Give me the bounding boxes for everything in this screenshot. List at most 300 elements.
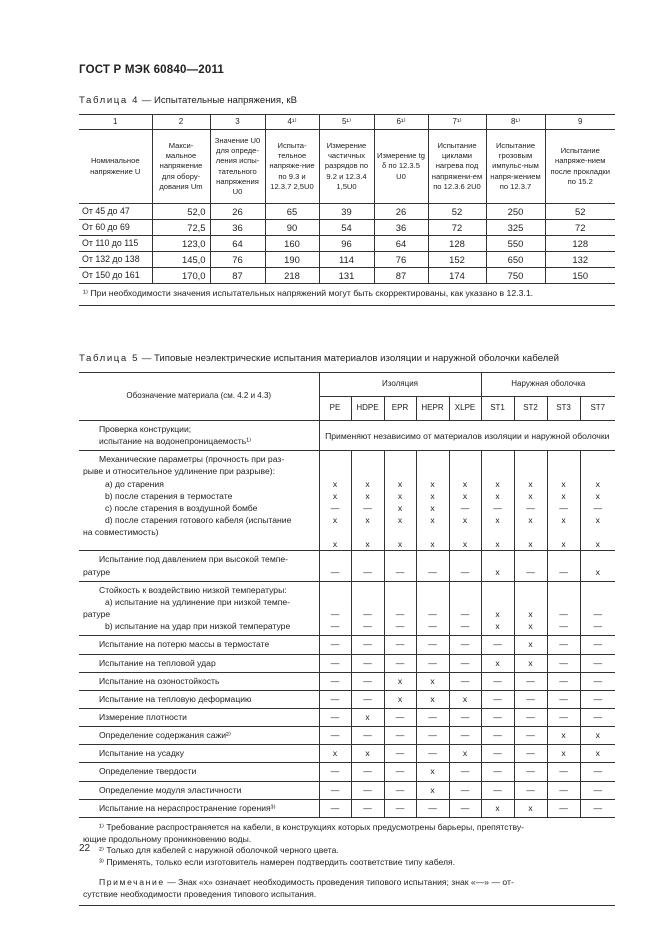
test-mark: — [460, 712, 470, 722]
test-mark-cell [416, 709, 449, 727]
test-mark: x [595, 748, 600, 759]
table5-caption [79, 353, 559, 364]
test-name [79, 451, 319, 551]
test-mark: x [332, 539, 338, 550]
test-mark: x [397, 478, 403, 489]
test-mark-cell [449, 763, 481, 781]
test-mark: x [495, 515, 500, 526]
note-label: Примечание [99, 877, 165, 888]
table4 [79, 114, 615, 306]
test-mark [482, 453, 514, 465]
test-mark: x [528, 657, 533, 668]
test-mark [352, 553, 384, 565]
table4-caption-prefix: Таблица 4 [79, 95, 140, 106]
test-mark-cell [351, 799, 384, 817]
test-mark: — [395, 766, 405, 777]
test-mark: — [493, 712, 502, 722]
test-name-line: Определение твердости [99, 766, 197, 777]
test-mark: — [559, 675, 568, 686]
test-mark-cell [449, 581, 481, 636]
test-mark-cell [481, 690, 514, 708]
test-mark-cell [547, 727, 580, 745]
test-mark-cell [384, 745, 416, 763]
test-mark: x [528, 621, 533, 632]
test-mark-cell [580, 799, 615, 817]
test-mark: x [495, 566, 500, 577]
col-number: 4¹⁾ [265, 115, 319, 130]
test-mark: x [365, 478, 370, 489]
test-mark: x [397, 515, 403, 526]
table-cell: 325 [486, 220, 545, 236]
test-mark: — [460, 502, 470, 513]
test-mark: — [526, 675, 535, 686]
test-name [79, 581, 319, 636]
table-row [79, 220, 615, 236]
test-mark: — [428, 639, 437, 650]
test-mark-cell [547, 654, 580, 672]
test-mark: — [526, 748, 535, 759]
test-mark: — [363, 766, 372, 777]
test-mark-cell [547, 763, 580, 781]
test-mark-cell [514, 799, 547, 817]
page-number: 22 [79, 843, 91, 854]
table-cell: 64 [210, 236, 265, 252]
test-name-line: испытание на водонепроницаемость¹⁾ [99, 436, 252, 447]
test-mark [320, 584, 351, 596]
test-mark: — [363, 730, 372, 741]
test-name-line: a) испытание на удлинение при низкой темпе- [105, 596, 291, 607]
table-cell: 26 [374, 204, 428, 220]
test-mark [320, 526, 351, 538]
test-mark-cell [351, 672, 384, 690]
test-mark-cell [514, 551, 547, 581]
table-cell: 87 [210, 268, 265, 284]
test-mark-cell [481, 654, 514, 672]
test-mark: — [526, 730, 535, 741]
test-mark-cell [319, 763, 351, 781]
test-mark: — [559, 621, 568, 632]
test-mark-cell [580, 551, 615, 581]
test-mark: — [593, 766, 603, 777]
col-number: 6¹⁾ [374, 115, 428, 130]
test-mark-cell [449, 551, 481, 581]
test-mark-cell [384, 727, 416, 745]
test-mark-cell [319, 654, 351, 672]
table-cell: 145,0 [152, 252, 210, 268]
test-mark [515, 596, 547, 608]
test-mark-cell [384, 763, 416, 781]
test-mark: — [460, 566, 470, 577]
test-mark-cell [416, 727, 449, 745]
test-mark-cell [514, 636, 547, 654]
test-mark: — [593, 693, 603, 704]
table-row [79, 581, 615, 636]
test-mark: — [395, 566, 405, 577]
test-mark-cell [351, 709, 384, 727]
test-mark: x [397, 490, 403, 501]
test-mark-cell [319, 727, 351, 745]
test-mark-cell [514, 763, 547, 781]
test-mark-cell [319, 451, 351, 551]
test-mark-cell [449, 672, 481, 690]
test-mark-cell [547, 799, 580, 817]
table-cell: 65 [265, 204, 319, 220]
column-header: Испытание напряже-нием после прокладки по 15.2 [545, 130, 615, 204]
test-mark [352, 465, 384, 477]
note-text: — Знак «x» означает необходимость проведения типового испытания; знак «—» — от- [164, 877, 514, 888]
test-mark: — [395, 639, 405, 650]
test-mark-cell [449, 727, 481, 745]
test-mark: — [526, 766, 535, 777]
test-mark [548, 553, 580, 565]
test-mark [482, 596, 514, 608]
test-mark [417, 526, 449, 538]
test-mark-cell [449, 451, 481, 551]
test-mark-cell [580, 636, 615, 654]
test-mark [450, 465, 481, 477]
col-number: 7¹⁾ [428, 115, 486, 130]
test-mark [450, 526, 481, 538]
test-mark-cell [514, 581, 547, 636]
table-cell: 550 [486, 236, 545, 252]
test-name-line: рыве и относительное удлинение при разрыве): [83, 466, 276, 477]
test-mark-cell [514, 654, 547, 672]
test-mark: — [363, 609, 372, 620]
table-cell: 90 [265, 220, 319, 236]
test-mark-cell [416, 654, 449, 672]
table-row [79, 672, 615, 690]
test-mark: x [332, 748, 338, 759]
test-mark [417, 553, 449, 565]
test-mark-cell [416, 581, 449, 636]
table-cell: 250 [486, 204, 545, 220]
test-mark: x [430, 766, 435, 777]
table-row [79, 421, 615, 451]
table-row [79, 551, 615, 581]
test-mark: — [330, 675, 340, 686]
test-mark-cell [449, 654, 481, 672]
table4-header-row [79, 130, 615, 204]
table-cell: 650 [486, 252, 545, 268]
test-name-line: Испытание на потерю массы в термостате [99, 639, 270, 650]
table5-footnotes [79, 817, 615, 905]
test-mark: x [430, 490, 435, 501]
col-number: 1 [79, 115, 152, 130]
column-header: Измерение tg δ по 12.3.5 U0 [374, 130, 428, 204]
test-mark: x [430, 539, 435, 550]
table5-footnotes-row [79, 817, 615, 905]
test-mark: x [397, 675, 403, 686]
test-mark-cell [514, 709, 547, 727]
table-row [79, 799, 615, 817]
test-mark: — [559, 566, 568, 577]
test-mark: x [332, 490, 338, 501]
test-mark [352, 526, 384, 538]
test-mark [417, 453, 449, 465]
test-mark: — [559, 784, 568, 795]
test-mark: — [395, 784, 405, 795]
test-mark [352, 584, 384, 596]
test-mark: — [428, 621, 437, 632]
test-mark: x [495, 539, 500, 550]
test-mark: — [363, 566, 372, 577]
test-mark [352, 453, 384, 465]
table-row [79, 690, 615, 708]
table-cell: 72 [545, 220, 615, 236]
material-col-pe: PE [319, 397, 351, 421]
test-mark-cell [319, 799, 351, 817]
test-mark: — [363, 502, 372, 513]
test-mark-cell [351, 781, 384, 799]
insulation-header: Изоляция [319, 373, 481, 397]
test-mark-cell [319, 551, 351, 581]
test-mark [581, 553, 616, 565]
test-mark [417, 584, 449, 596]
test-mark-cell [580, 690, 615, 708]
test-mark: — [493, 730, 502, 741]
table-row [79, 745, 615, 763]
test-mark [450, 584, 481, 596]
footnote-1-cont: ющие продольному проникновению воды. [83, 833, 252, 844]
table4-footnote: ¹⁾ При необходимости значения испытательных напряжений могут быть скорректированы, как указано в 12.3.1. [79, 284, 615, 306]
test-mark: x [528, 515, 533, 526]
test-mark: x [397, 693, 403, 704]
test-mark: — [559, 766, 568, 777]
table-row [79, 709, 615, 727]
test-mark-cell [351, 451, 384, 551]
test-mark: x [495, 478, 500, 489]
table-cell: От 110 до 115 [79, 236, 152, 252]
test-mark-cell [416, 763, 449, 781]
test-mark: — [395, 730, 405, 741]
test-mark [581, 526, 616, 538]
test-mark: — [559, 693, 568, 704]
test-mark-cell [449, 799, 481, 817]
table-cell: От 132 до 138 [79, 252, 152, 268]
test-mark [385, 584, 416, 596]
test-mark: x [462, 490, 468, 501]
table-cell: 72,5 [152, 220, 210, 236]
test-mark: — [493, 748, 502, 759]
test-mark: — [363, 639, 372, 650]
test-mark: — [493, 502, 502, 513]
test-mark: x [397, 539, 403, 550]
test-mark-cell [580, 581, 615, 636]
test-mark-cell [351, 581, 384, 636]
test-mark [581, 465, 616, 477]
test-name-line: Определение содержания сажи²⁾ [99, 730, 231, 741]
test-name-line: Испытание на тепловую деформацию [99, 693, 252, 704]
table-row [79, 268, 615, 284]
col-number: 3 [210, 115, 265, 130]
test-mark-cell [547, 672, 580, 690]
test-mark: — [559, 639, 568, 650]
col-number: 2 [152, 115, 210, 130]
table5-caption-text: — Типовые неэлектрические испытания материалов изоляции и наружной оболочки кабелей [139, 353, 559, 364]
test-mark: x [495, 657, 500, 668]
table-cell: 52 [545, 204, 615, 220]
column-header: Номинальное напряжение U [79, 130, 152, 204]
test-mark-cell [319, 672, 351, 690]
test-mark [320, 453, 351, 465]
material-col-epr: EPR [384, 397, 416, 421]
applies-regardless-note: Применяют независимо от материалов изоляции и наружной оболочки [319, 421, 615, 451]
test-name-line: Определение модуля эластичности [99, 784, 242, 795]
test-mark [515, 526, 547, 538]
test-mark [385, 453, 416, 465]
test-mark-cell [580, 781, 615, 799]
test-mark: — [330, 784, 340, 795]
test-mark: x [430, 515, 435, 526]
material-designation-header: Обозначение материала (см. 4.2 и 4.3) [79, 373, 319, 421]
test-mark: — [330, 693, 340, 704]
test-mark-cell [319, 709, 351, 727]
test-mark-cell [514, 672, 547, 690]
test-mark: — [428, 609, 437, 620]
test-mark: x [495, 609, 500, 620]
table5-body [79, 451, 615, 818]
test-mark: — [526, 712, 535, 722]
test-mark-cell [351, 690, 384, 708]
test-mark: — [460, 621, 470, 632]
test-mark: — [593, 802, 603, 813]
table-row [79, 781, 615, 799]
test-mark-cell [449, 636, 481, 654]
table-row [79, 636, 615, 654]
test-mark-cell [449, 781, 481, 799]
test-mark: x [595, 515, 600, 526]
test-mark: x [561, 515, 566, 526]
test-mark: x [561, 748, 566, 759]
table-cell: 36 [374, 220, 428, 236]
test-mark [515, 465, 547, 477]
test-mark: x [595, 478, 600, 489]
test-name-line: на совместимость) [83, 527, 159, 538]
table-cell: 160 [265, 236, 319, 252]
test-mark-cell [416, 636, 449, 654]
test-mark [515, 553, 547, 565]
col-number: 5¹⁾ [319, 115, 374, 130]
table-cell: 87 [374, 268, 428, 284]
test-mark-cell [384, 581, 416, 636]
test-mark-cell [481, 799, 514, 817]
test-mark [581, 596, 616, 608]
table5-header-row-1 [79, 373, 615, 397]
test-mark [320, 553, 351, 565]
test-mark: — [330, 712, 340, 722]
table-cell: 52,0 [152, 204, 210, 220]
test-mark: — [559, 609, 568, 620]
test-name [79, 690, 319, 708]
test-mark-cell [481, 581, 514, 636]
test-mark: x [528, 539, 533, 550]
test-mark: — [363, 621, 372, 632]
test-mark-cell [384, 451, 416, 551]
test-mark-cell [416, 672, 449, 690]
test-name-line: Измерение плотности [99, 712, 187, 722]
test-mark-cell [481, 451, 514, 551]
test-mark: — [330, 639, 340, 650]
table-row [79, 236, 615, 252]
test-mark: — [395, 609, 405, 620]
table-cell: 150 [545, 268, 615, 284]
test-mark-cell [514, 451, 547, 551]
test-mark: — [363, 657, 372, 668]
test-name-line: Испытание на озоностойкость [99, 675, 220, 686]
test-name [79, 763, 319, 781]
table-cell: 190 [265, 252, 319, 268]
column-header: Испыта-тельное напряже-ние по 9.3 и 12.3.7 2,5U0 [265, 130, 319, 204]
test-mark: — [593, 639, 603, 650]
test-mark-cell [384, 690, 416, 708]
test-mark-cell [481, 727, 514, 745]
test-mark: — [593, 609, 603, 620]
test-mark [482, 465, 514, 477]
test-mark-cell [351, 551, 384, 581]
test-mark: x [561, 539, 566, 550]
test-mark: x [365, 515, 370, 526]
test-mark [320, 596, 351, 608]
test-mark-cell [580, 672, 615, 690]
test-mark-cell [580, 451, 615, 551]
test-mark: — [330, 502, 340, 513]
column-header: Макси-мальное напряжение для обору-дования Um [152, 130, 210, 204]
table-cell: 750 [486, 268, 545, 284]
test-mark: — [593, 784, 603, 795]
test-mark: x [462, 515, 468, 526]
table-cell: 152 [428, 252, 486, 268]
col-number: 9 [545, 115, 615, 130]
test-mark-cell [319, 636, 351, 654]
test-mark-cell [481, 745, 514, 763]
test-mark-cell [481, 763, 514, 781]
table-cell: 174 [428, 268, 486, 284]
test-mark: x [332, 515, 338, 526]
test-mark [515, 453, 547, 465]
test-mark: x [462, 748, 468, 759]
table-cell: 39 [319, 204, 374, 220]
table-cell: 52 [428, 204, 486, 220]
table-cell: 64 [374, 236, 428, 252]
test-mark: x [528, 478, 533, 489]
test-mark-cell [514, 745, 547, 763]
test-mark: — [493, 693, 502, 704]
test-mark: x [430, 502, 435, 513]
test-mark: — [363, 675, 372, 686]
table-cell: 72 [428, 220, 486, 236]
test-mark: — [460, 639, 470, 650]
test-name-line: d) после старения готового кабеля (испытание [105, 515, 292, 526]
test-mark: — [493, 766, 502, 777]
material-col-st1: ST1 [481, 397, 514, 421]
test-mark: — [460, 609, 470, 620]
table-cell: От 150 до 161 [79, 268, 152, 284]
test-mark: x [528, 490, 533, 501]
table-cell: 170,0 [152, 268, 210, 284]
test-mark: x [561, 730, 566, 741]
test-mark: x [495, 802, 500, 813]
test-mark [515, 584, 547, 596]
test-mark: — [428, 730, 437, 741]
test-mark: x [365, 490, 370, 501]
test-mark: — [428, 657, 437, 668]
test-mark: — [593, 712, 603, 722]
test-mark: x [365, 712, 370, 722]
table-cell: 96 [319, 236, 374, 252]
note-text-cont: сутствие необходимости проведения типового испытания. [83, 888, 317, 899]
test-mark-cell [384, 672, 416, 690]
test-name-line: Механические параметры (прочность при раз- [99, 454, 285, 465]
